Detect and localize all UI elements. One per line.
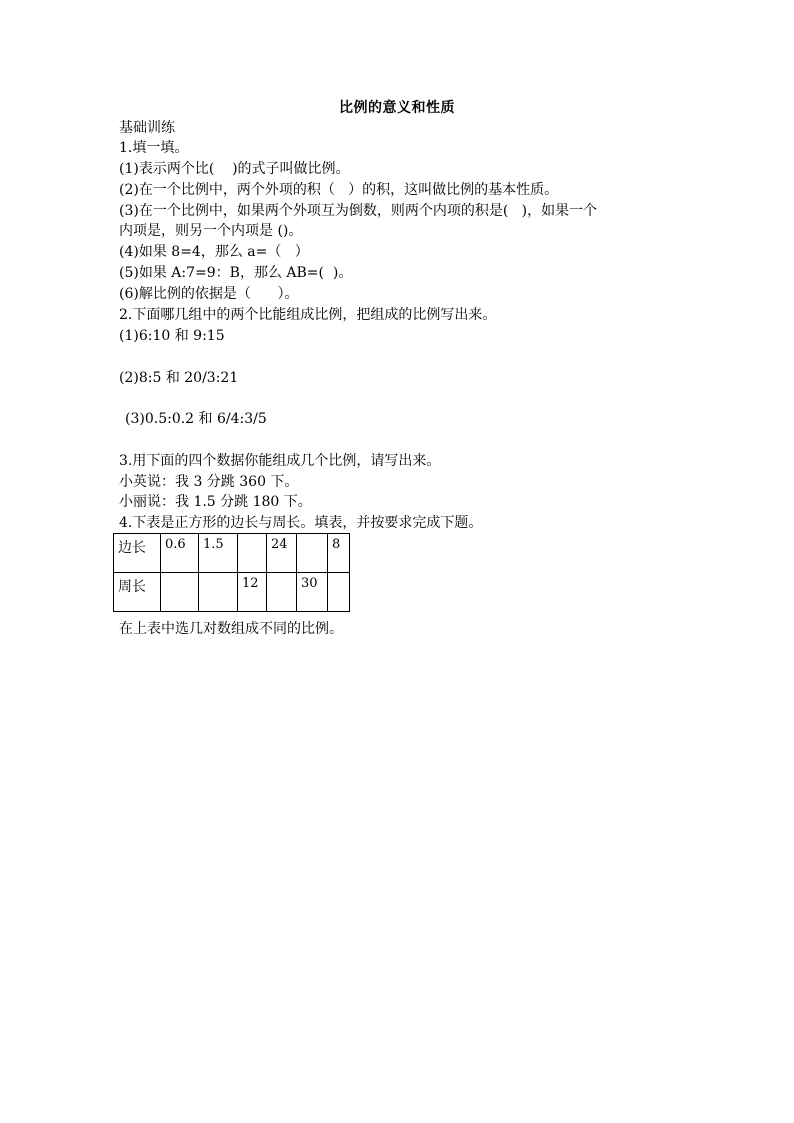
q1-item-5: (5)如果 A:7=9：B，那么 AB=( )。 bbox=[119, 265, 353, 281]
table-cell: 0.6 bbox=[161, 534, 199, 573]
q4-after: 在上表中选几对数组成不同的比例。 bbox=[119, 621, 343, 637]
q2-item-1: (1)6:10 和 9:15 bbox=[119, 328, 225, 344]
q3-line-1: 小英说：我 3 分跳 360 下。 bbox=[119, 474, 299, 490]
q3-line-2: 小丽说：我 1.5 分跳 180 下。 bbox=[119, 494, 312, 510]
table-cell: 8 bbox=[328, 534, 350, 573]
q1-item-4: (4)如果 8=4，那么 a=（ ） bbox=[119, 244, 309, 260]
table-cell bbox=[238, 534, 267, 573]
table-cell: 30 bbox=[297, 573, 328, 612]
section-heading: 基础训练 bbox=[119, 120, 175, 136]
q1-item-1: (1)表示两个比( )的式子叫做比例。 bbox=[119, 161, 350, 177]
page-title: 比例的意义和性质 bbox=[339, 100, 455, 116]
q2-item-3: (3)0.5:0.2 和 6/4:3/5 bbox=[125, 411, 267, 427]
q1-item-2: (2)在一个比例中，两个外项的积（ ）的积，这叫做比例的基本性质。 bbox=[119, 182, 559, 198]
q1-heading: 1.填一填。 bbox=[119, 140, 189, 156]
table-cell bbox=[199, 573, 238, 612]
q1-item-6: (6)解比例的依据是（ ）。 bbox=[119, 286, 299, 302]
table-cell bbox=[328, 573, 350, 612]
table-cell bbox=[161, 573, 199, 612]
table-cell bbox=[267, 573, 297, 612]
q1-item-3-cont: 内项是，则另一个内项是 ()。 bbox=[119, 223, 303, 239]
q3-heading: 3.用下面的四个数据你能组成几个比例，请写出来。 bbox=[119, 453, 441, 469]
q4-heading: 4.下表是正方形的边长与周长。填表，并按要求完成下题。 bbox=[119, 515, 483, 531]
table-cell: 12 bbox=[238, 573, 267, 612]
table-cell: 1.5 bbox=[199, 534, 238, 573]
table-cell: 24 bbox=[267, 534, 297, 573]
table-cell: 周长 bbox=[114, 573, 161, 612]
q2-item-2: (2)8:5 和 20/3:21 bbox=[119, 370, 239, 386]
q1-item-3: (3)在一个比例中，如果两个外项互为倒数，则两个内项的积是( )，如果一个 bbox=[119, 203, 598, 219]
table-row bbox=[114, 573, 350, 612]
q2-heading: 2.下面哪几组中的两个比能组成比例，把组成的比例写出来。 bbox=[119, 307, 497, 323]
table-cell bbox=[297, 534, 328, 573]
square-table bbox=[113, 533, 350, 612]
table-cell: 边长 bbox=[114, 534, 161, 573]
table-row bbox=[114, 534, 350, 573]
